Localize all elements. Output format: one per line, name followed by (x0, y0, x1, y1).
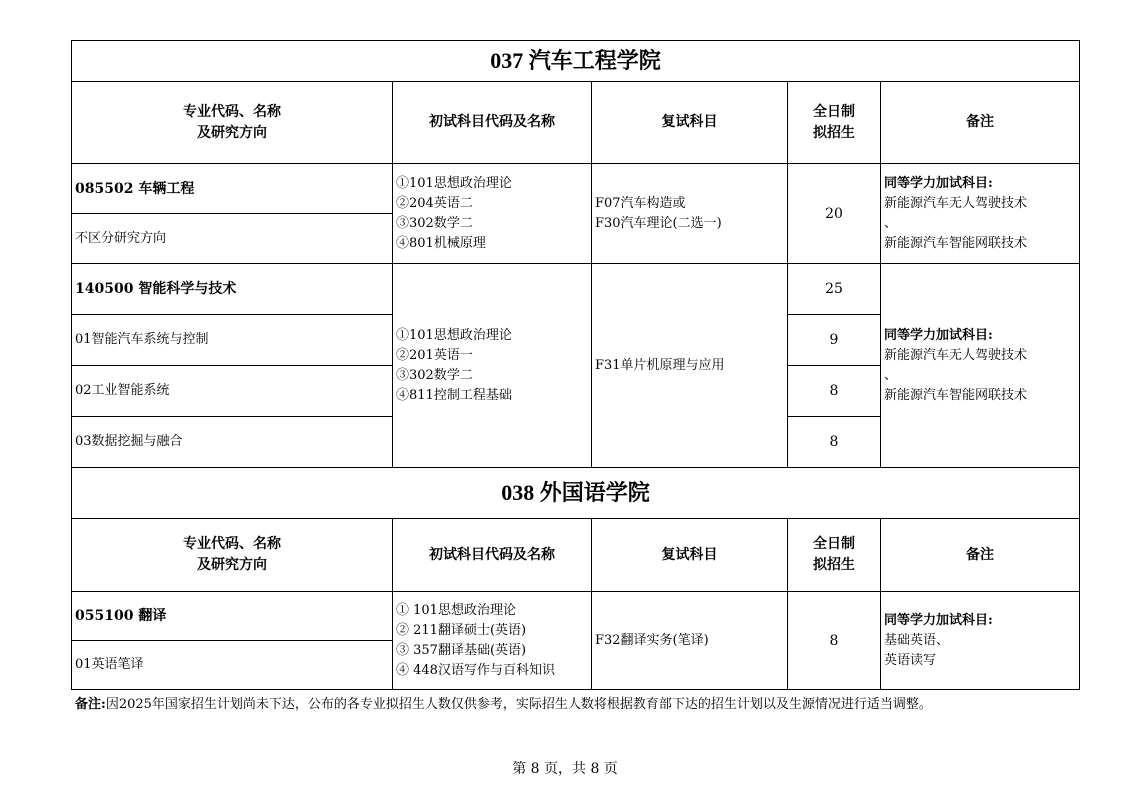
table-header-row (72, 82, 1080, 164)
note-cell: 同等学力加试科目: 新能源汽车无人驾驶技术 、 新能源汽车智能网联技术 (881, 264, 1080, 468)
table-row (72, 264, 1080, 315)
research-direction: 02工业智能系统 (72, 366, 393, 417)
footnote-text: 因2025年国家招生计划尚未下达，公布的各专业拟招生人数仅供参考，实际招生人数将根据教育部下达的招生计划以及生源情况进行适当调整。 (105, 697, 932, 712)
table-row (72, 164, 1080, 214)
footnote-label: 备注: (75, 697, 106, 712)
research-direction: 03数据挖掘与融合 (72, 417, 393, 468)
research-direction: 不区分研究方向 (72, 214, 393, 264)
major-name: 055100 翻译 (72, 592, 393, 641)
header-quota: 全日制 拟招生 (788, 519, 881, 592)
header-retest: 复试科目 (592, 82, 788, 164)
document-page (71, 40, 1079, 715)
header-quota: 全日制 拟招生 (788, 82, 881, 164)
retest-subjects: F32翻译实务(笔译) (592, 592, 788, 690)
header-retest: 复试科目 (592, 519, 788, 592)
footnote (71, 695, 1075, 715)
note-cell: 同等学力加试科目: 新能源汽车无人驾驶技术 、 新能源汽车智能网联技术 (881, 164, 1080, 264)
page-number: 第 8 页，共 8 页 (512, 761, 618, 777)
major-name: 140500 智能科学与技术 (72, 264, 393, 315)
table-header-row (72, 519, 1080, 592)
research-direction: 01英语笔译 (72, 641, 393, 690)
header-note: 备注 (881, 82, 1080, 164)
retest-subjects: F07汽车构造或 F30汽车理论(二选一) (592, 164, 788, 264)
major-name: 085502 车辆工程 (72, 164, 393, 214)
research-direction: 01智能汽车系统与控制 (72, 315, 393, 366)
quota: 8 (788, 592, 881, 690)
header-major: 专业代码、名称 及研究方向 (72, 82, 393, 164)
header-note: 备注 (881, 519, 1080, 592)
quota: 8 (788, 366, 881, 417)
exam-subjects: ① 101思想政治理论 ② 211翻译硕士(英语) ③ 357翻译基础(英语) ④ 448汉语写作与百科知识 (393, 592, 592, 690)
header-exam: 初试科目代码及名称 (393, 519, 592, 592)
quota: 8 (788, 417, 881, 468)
quota: 25 (788, 264, 881, 315)
retest-subjects: F31单片机原理与应用 (592, 264, 788, 468)
note-cell: 同等学力加试科目: 基础英语、 英语读写 (881, 592, 1080, 690)
college-title: 038 外国语学院 (72, 468, 1080, 519)
header-major: 专业代码、名称 及研究方向 (72, 519, 393, 592)
quota: 20 (788, 164, 881, 264)
quota: 9 (788, 315, 881, 366)
exam-subjects: ①101思想政治理论 ②201英语一 ③302数学二 ④811控制工程基础 (393, 264, 592, 468)
exam-subjects: ①101思想政治理论 ②204英语二 ③302数学二 ④801机械原理 (393, 164, 592, 264)
admissions-table (71, 40, 1080, 690)
college-title: 037 汽车工程学院 (72, 41, 1080, 82)
table-row (72, 592, 1080, 641)
header-exam: 初试科目代码及名称 (393, 82, 592, 164)
